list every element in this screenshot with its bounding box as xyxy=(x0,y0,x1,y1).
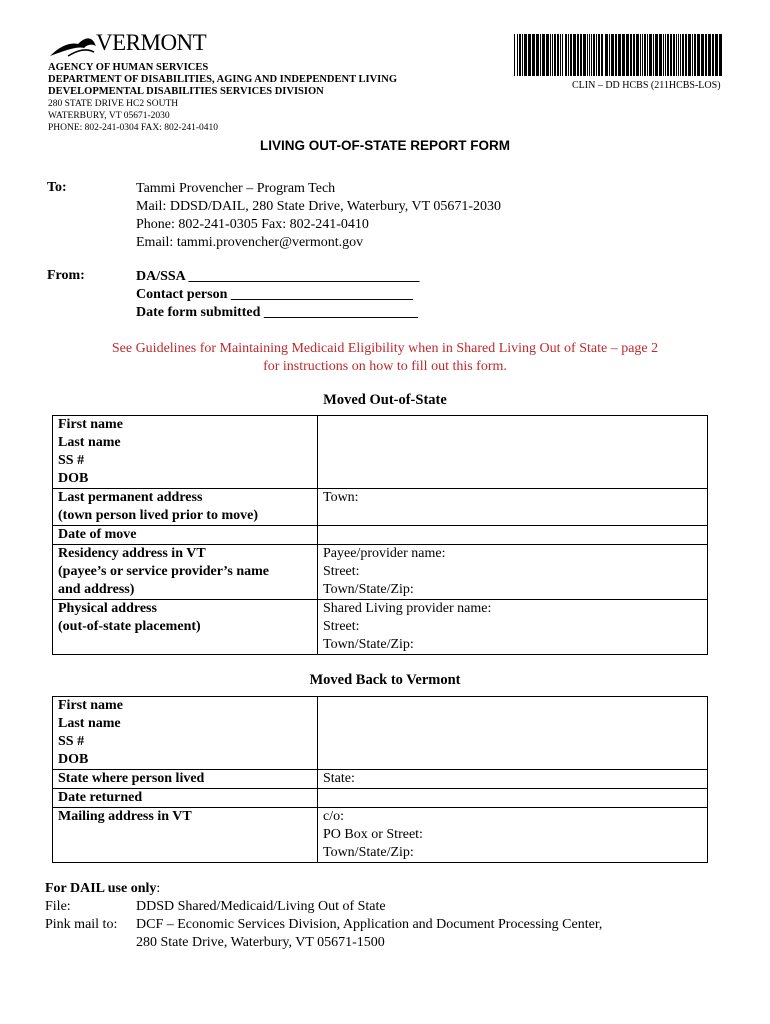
label-cell xyxy=(53,808,318,863)
file-label: File: xyxy=(45,899,71,914)
from-label: From: xyxy=(47,268,85,283)
logo-text: VERMONT xyxy=(96,30,207,55)
field-label-last-name: Last name xyxy=(58,435,121,450)
payee-field-label: Payee/provider name: xyxy=(323,546,446,561)
field-label-last-address: Last permanent address xyxy=(58,490,203,505)
field-label-first-name: First name xyxy=(58,417,123,432)
guidelines-note xyxy=(0,340,770,376)
value-cell[interactable] xyxy=(318,416,708,489)
dail-heading-row xyxy=(45,880,602,898)
field-label-note: (town person lived prior to move) xyxy=(58,508,258,523)
town-state-zip-field-label: Town/State/Zip: xyxy=(323,637,414,652)
dail-pink-row xyxy=(45,916,602,952)
section-heading-moved-out: Moved Out-of-State xyxy=(323,392,447,408)
field-label-mailing-address: Mailing address in VT xyxy=(58,809,192,824)
value-cell[interactable] xyxy=(318,789,708,808)
field-label-date-returned: Date returned xyxy=(58,790,143,805)
field-label-ssn: SS # xyxy=(58,734,85,749)
to-block xyxy=(136,180,501,252)
town-state-zip-field-label: Town/State/Zip: xyxy=(323,845,414,860)
field-label-first-name: First name xyxy=(58,698,123,713)
to-line: Tammi Provencher – Program Tech xyxy=(136,181,336,196)
value-cell[interactable] xyxy=(318,697,708,770)
agency-block xyxy=(48,62,397,98)
field-label-date-of-move: Date of move xyxy=(58,527,137,542)
provider-field-label: Shared Living provider name: xyxy=(323,601,492,616)
value-cell[interactable] xyxy=(318,770,708,789)
label-cell xyxy=(53,489,318,526)
dail-heading-colon: : xyxy=(156,881,161,896)
da-ssa-field[interactable]: DA/SSA _________________________________ xyxy=(136,269,420,284)
field-label-physical-address: Physical address xyxy=(58,601,157,616)
table-row xyxy=(53,789,708,808)
table-row xyxy=(53,697,708,770)
address-line: PHONE: 802-241-0304 FAX: 802-241-0410 xyxy=(48,123,219,133)
agency-line: DEPARTMENT OF DISABILITIES, AGING AND INDEPENDENT LIVING xyxy=(48,74,398,85)
label-cell xyxy=(53,600,318,655)
moved-out-table xyxy=(52,415,708,655)
barcode-icon xyxy=(514,34,724,76)
agency-line: DEVELOPMENTAL DISABILITIES SERVICES DIVISION xyxy=(48,86,324,97)
dail-heading: For DAIL use only xyxy=(45,881,157,896)
table-row xyxy=(53,808,708,863)
label-cell xyxy=(53,789,318,808)
to-label: To: xyxy=(47,180,67,195)
value-cell[interactable] xyxy=(318,808,708,863)
label-cell xyxy=(53,545,318,600)
from-block xyxy=(136,268,420,322)
guidelines-line: for instructions on how to fill out this form. xyxy=(263,359,507,374)
value-cell[interactable] xyxy=(318,600,708,655)
field-label-dob: DOB xyxy=(58,471,89,486)
contact-person-field[interactable]: Contact person __________________________ xyxy=(136,287,413,302)
state-field-label: State: xyxy=(323,771,355,786)
label-cell xyxy=(53,526,318,545)
street-field-label: Street: xyxy=(323,619,360,634)
guidelines-line: See Guidelines for Maintaining Medicaid Eligibility when in Shared Living Out of State – page 2 xyxy=(111,341,659,356)
value-cell[interactable] xyxy=(318,489,708,526)
pink-mail-line: DCF – Economic Services Division, Application and Document Processing Center, xyxy=(136,917,603,932)
field-label-note: (payee’s or service provider’s name xyxy=(58,564,269,579)
table-row xyxy=(53,545,708,600)
field-label-dob: DOB xyxy=(58,752,89,767)
table-row xyxy=(53,770,708,789)
po-box-field-label: PO Box or Street: xyxy=(323,827,423,842)
street-field-label: Street: xyxy=(323,564,360,579)
table-row xyxy=(53,416,708,489)
co-field-label: c/o: xyxy=(323,809,344,824)
field-label-state-lived: State where person lived xyxy=(58,771,205,786)
value-cell[interactable] xyxy=(318,545,708,600)
section-heading-moved-back: Moved Back to Vermont xyxy=(309,672,461,688)
table-row xyxy=(53,489,708,526)
label-cell xyxy=(53,416,318,489)
address-line: WATERBURY, VT 05671-2030 xyxy=(48,111,170,121)
value-cell[interactable] xyxy=(318,526,708,545)
agency-line: AGENCY OF HUMAN SERVICES xyxy=(48,62,209,73)
date-submitted-field[interactable]: Date form submitted ______________________ xyxy=(136,305,418,320)
to-line: Mail: DDSD/DAIL, 280 State Drive, Waterbury, VT 05671-2030 xyxy=(136,199,502,214)
field-label-note: and address) xyxy=(58,582,135,597)
field-label-last-name: Last name xyxy=(58,716,121,731)
label-cell xyxy=(53,770,318,789)
moved-back-table xyxy=(52,696,708,863)
label-cell xyxy=(53,697,318,770)
form-code: CLIN – DD HCBS (211HCBS-LOS) xyxy=(572,80,721,91)
town-state-zip-field-label: Town/State/Zip: xyxy=(323,582,414,597)
field-label-residency: Residency address in VT xyxy=(58,546,206,561)
address-block xyxy=(48,98,218,134)
table-row xyxy=(53,526,708,545)
pink-mail-label: Pink mail to: xyxy=(45,917,118,932)
dail-file-row xyxy=(45,898,602,916)
dail-use-block xyxy=(45,880,602,952)
to-line: Email: tammi.provencher@vermont.gov xyxy=(136,235,364,250)
pink-mail-value xyxy=(136,916,602,952)
page-title: LIVING OUT-OF-STATE REPORT FORM xyxy=(260,138,510,153)
address-line: 280 STATE DRIVE HC2 SOUTH xyxy=(48,99,179,109)
pink-mail-line: 280 State Drive, Waterbury, VT 05671-1500 xyxy=(136,935,385,950)
town-field-label: Town: xyxy=(323,490,359,505)
field-label-ssn: SS # xyxy=(58,453,85,468)
field-label-note: (out-of-state placement) xyxy=(58,619,201,634)
table-row xyxy=(53,600,708,655)
to-line: Phone: 802-241-0305 Fax: 802-241-0410 xyxy=(136,217,369,232)
file-value: DDSD Shared/Medicaid/Living Out of State xyxy=(136,899,386,914)
